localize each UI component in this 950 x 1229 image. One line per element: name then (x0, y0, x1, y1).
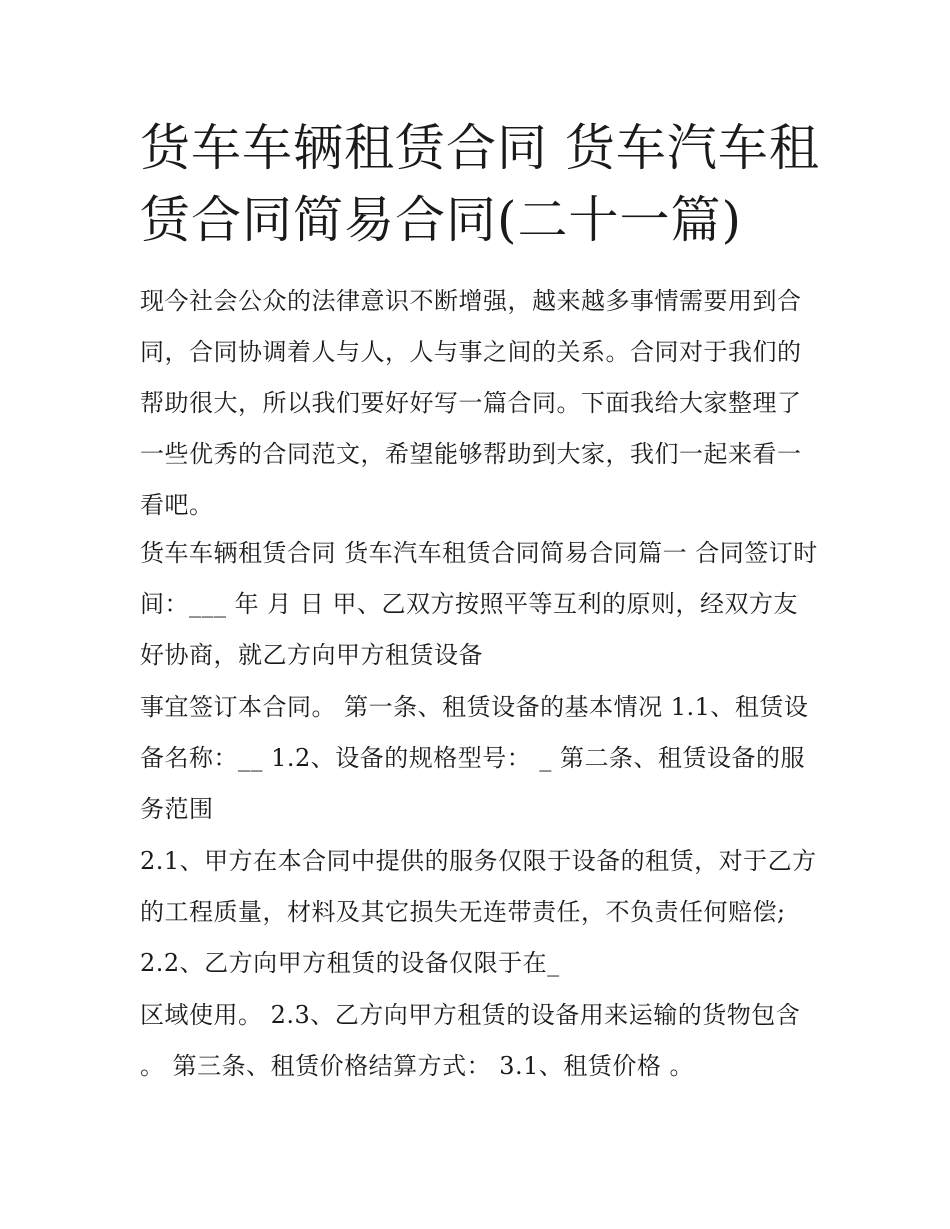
article-one-paragraph: 事宜签订本合同。 第一条、租赁设备的基本情况 1.1、租赁设备名称：__ 1.2、设备的规格型号： _ 第二条、租赁设备的服务范围 (140, 693, 809, 823)
article-two-paragraph: 2.1、甲方在本合同中提供的服务仅限于设备的租赁，对于乙方的工程质量，材料及其它损失无连带责任，不负责任何赔偿; 2.2、乙方向甲方租赁的设备仅限于在_ (140, 847, 817, 977)
article-three-paragraph: 区域使用。 2.3、乙方向甲方租赁的设备用来运输的货物包含 。 第三条、租赁价格结算方式： 3.1、租赁价格 。 (140, 1001, 801, 1080)
intro-paragraph: 现今社会公众的法律意识不断增强，越来越多事情需要用到合同，合同协调着人与人，人与事之间的关系。合同对于我们的帮助很大，所以我们要好好写一篇合同。下面我给大家整理了一些优秀的合同范文，希望能够帮助到大家，我们一起来看一看吧。 (140, 287, 802, 519)
contract-opening-paragraph: 货车车辆租赁合同 货车汽车租赁合同简易合同篇一 合同签订时间：___ 年 月 日 甲、乙双方按照平等互利的原则，经双方友好协商，就乙方向甲方租赁设备 (140, 539, 818, 669)
document-title: 货车车辆租赁合同 货车汽车租赁合同简易合同(二十一篇) (140, 119, 820, 249)
